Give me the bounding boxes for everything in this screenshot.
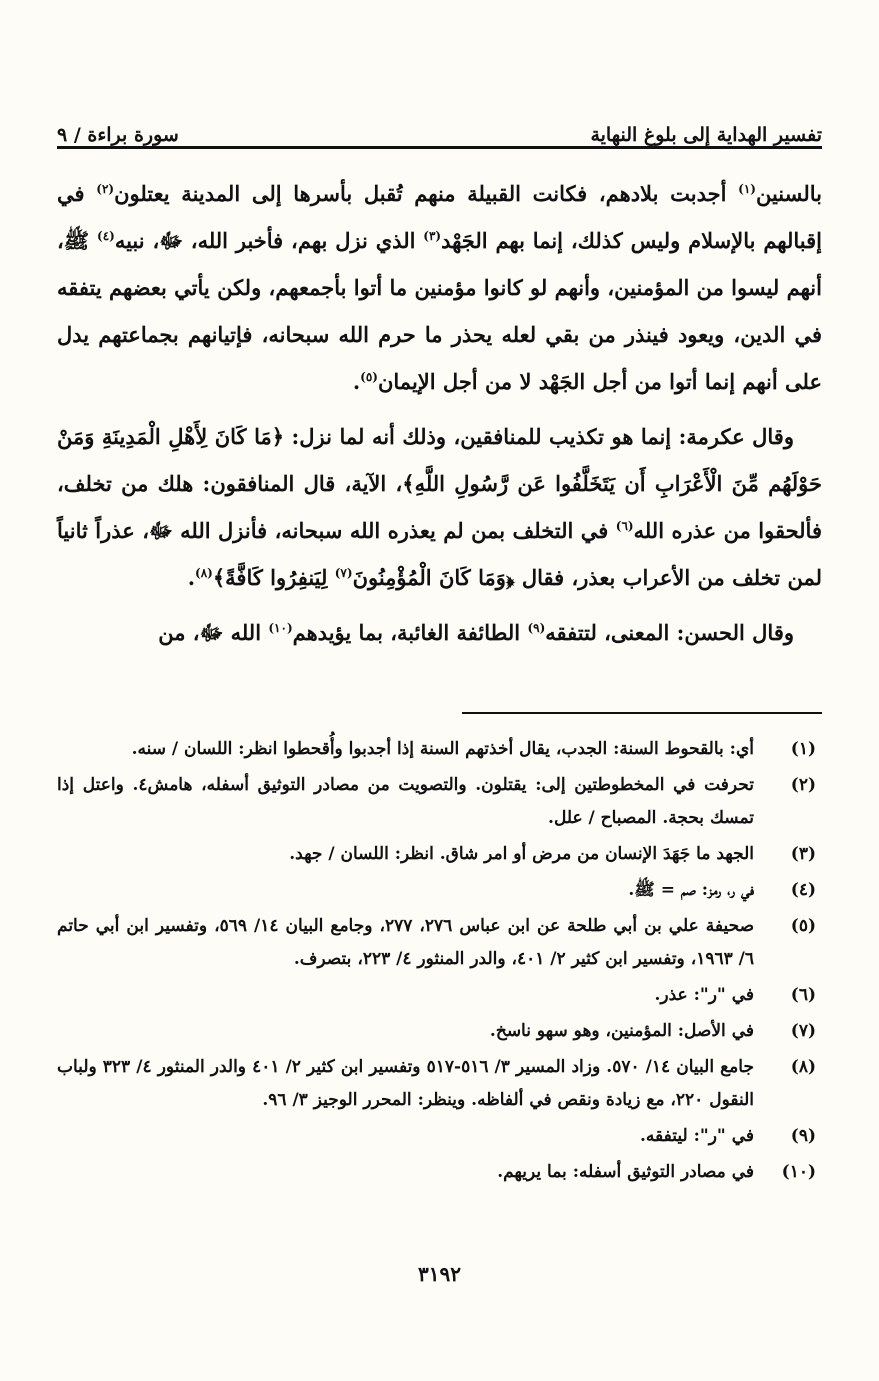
footnote-number: (٦) [790, 985, 816, 1005]
text-run: ﷺ، أنهم ليسوا من المؤمنين، وأنهم لو كانوا مؤمنين ما أتوا بأجمعهم، ولكن يأتي بعضهم يتفقه في الدين، ويعود فينذر من بقي لعله يحذر ما حرم الله سبحانه، فإتيانهم بجماعتهم يدل على أنهم إنما أتوا من أجل الجَهْد لا من أجل الإيمان [57, 228, 822, 394]
footnote [57, 874, 822, 907]
footnote [57, 979, 822, 1012]
footnote-text: صحيفة علي بن أبي طلحة عن ابن عباس ٢٧٦، ٢٧٧، وجامع البيان ١٤/ ٥٦٩، وتفسير ابن أبي حاتم ٦/ ١٩٦٣، وتفسير ابن كثير ٢/ ٤٠١، والدر المنثور ٤/ ٢٢٣، بتصرف. [57, 916, 755, 969]
text-run: . [187, 565, 196, 590]
text-run: الطائفة الغائبة، بما يؤيدهم [292, 620, 528, 645]
text-run: أجدبت بلادهم، فكانت القبيلة منهم تُقبل بأسرها إلى المدينة يعتلون [114, 181, 739, 206]
text-run: الذي نزل بهم، فأخبر الله، ﷻ، نبيه [114, 228, 424, 253]
quran-quote: لِيَنفِرُوا كَافَّةً﴾ [212, 565, 335, 590]
footnote-marker: (٣) [423, 229, 442, 243]
footnote [57, 769, 822, 835]
paragraph-3 [57, 609, 822, 656]
text-run: في التخلف بمن لم يعذره الله سبحانه، فأنزل الله ﷻ، عذراً ثانياً لمن تخلف من الأعراب بعذر، فقال [57, 518, 822, 590]
footnote-number: (١٠) [781, 1162, 816, 1182]
footnote-text: في "ر": ليتفقه. [639, 1126, 754, 1146]
footnote-number: (٣) [790, 844, 816, 864]
footnote-number: (٢) [790, 775, 816, 795]
footnote-number: (٥) [790, 916, 816, 936]
footnote-text: تحرفت في المخطوطتين إلى: يقتلون. والتصويت من مصادر التوثيق أسفله، هامش٤. واعتل إذا تمسك بحجة. المصباح / علل. [57, 775, 754, 828]
footnote [57, 733, 822, 766]
footnote [57, 838, 822, 871]
header-rule [57, 146, 822, 149]
footnote-text: في مصادر التوثيق أسفله: بما يريهم. [497, 1162, 754, 1182]
page-number: ٣١٩٢ [418, 1262, 461, 1286]
footnote-number: (٤) [790, 880, 816, 900]
footnote-text: في الأصل: المؤمنين، وهو سهو ناسخ. [489, 1021, 754, 1041]
footnote-text: الجهد ما جَهَدَ الإنسان من مرض أو امر شاق. انظر: اللسان / جهد. [289, 844, 754, 864]
footnote-number: (٧) [790, 1021, 816, 1041]
running-header [57, 106, 822, 146]
text-run: بالسنين [755, 181, 822, 206]
footnote-text: في ر، رمز: صم = ﷺ. [628, 880, 754, 900]
footnote-marker: (١) [738, 182, 756, 196]
footnote [57, 1156, 822, 1189]
footnote-marker: (٩) [527, 621, 546, 635]
footnote [57, 1120, 822, 1153]
text-run: وقال عكرمة: إنما هو تكذيب للمنافقين، وذلك أنه لما نزل: [284, 424, 794, 449]
paragraph-2 [57, 413, 822, 601]
footnote-text: في "ر": عذر. [654, 985, 754, 1005]
text-run: في إقبالهم بالإسلام وليس كذلك، إنما بهم الجَهْد [57, 181, 822, 253]
footnote-number: (٩) [790, 1126, 816, 1146]
text-run: الله ﷻ، من [158, 620, 269, 645]
footnote-number: (٨) [790, 1057, 816, 1077]
footnote-marker: (٨) [195, 566, 213, 580]
quran-quote: ﴿مَا كَانَ لِأَهْلِ الْمَدِينَةِ وَمَنْ حَوْلَهُم مِّنَ الْأَعْرَابِ أَن يَتَخَلَّفُوا عَن رَّسُولِ اللَّهِ﴾ [57, 424, 822, 496]
surah-reference: سورة براءة / ٩ [57, 124, 179, 146]
text-run: . [352, 369, 361, 394]
footnote-rule [462, 712, 822, 714]
footnote-marker: (٢) [96, 182, 115, 196]
book-title: تفسير الهداية إلى بلوغ النهاية [590, 124, 822, 146]
quran-quote: ﴿وَمَا كَانَ الْمُؤْمِنُونَ [352, 565, 515, 590]
footnote-marker: (٥) [360, 370, 378, 384]
text-run: ، الآية، قال المنافقون: هلك من تخلف، فألحقوا من عذره الله [57, 471, 822, 543]
footnote [57, 910, 822, 976]
footnote-marker: (٦) [615, 519, 634, 533]
text-run: وقال الحسن: المعنى، لتتفقه [545, 620, 794, 645]
footnote [57, 1051, 822, 1117]
main-text [57, 170, 822, 656]
footnote-marker: (٤) [97, 229, 115, 243]
footnote-marker: (١٠) [268, 621, 293, 635]
footnote [57, 1015, 822, 1048]
footnote-text: أي: بالقحوط السنة: الجدب، يقال أخذتهم السنة إذا أجدبوا وأُقحطوا انظر: اللسان / سنه. [131, 739, 754, 759]
footnotes [57, 733, 822, 1192]
footnote-text: جامع البيان ١٤/ ٥٧٠. وزاد المسير ٣/ ٥١٦-٥١٧ وتفسير ابن كثير ٢/ ٤٠١ والدر المنثور ٤/ ٣٢٣ ولباب النقول ٢٢٠، مع زيادة ونقص في ألفاظه. وينظر: المحرر الوجيز ٣/ ٩٦. [57, 1057, 754, 1110]
footnote-marker: (٧) [334, 566, 353, 580]
footnote-number: (١) [790, 739, 816, 759]
paragraph-1 [57, 170, 822, 405]
